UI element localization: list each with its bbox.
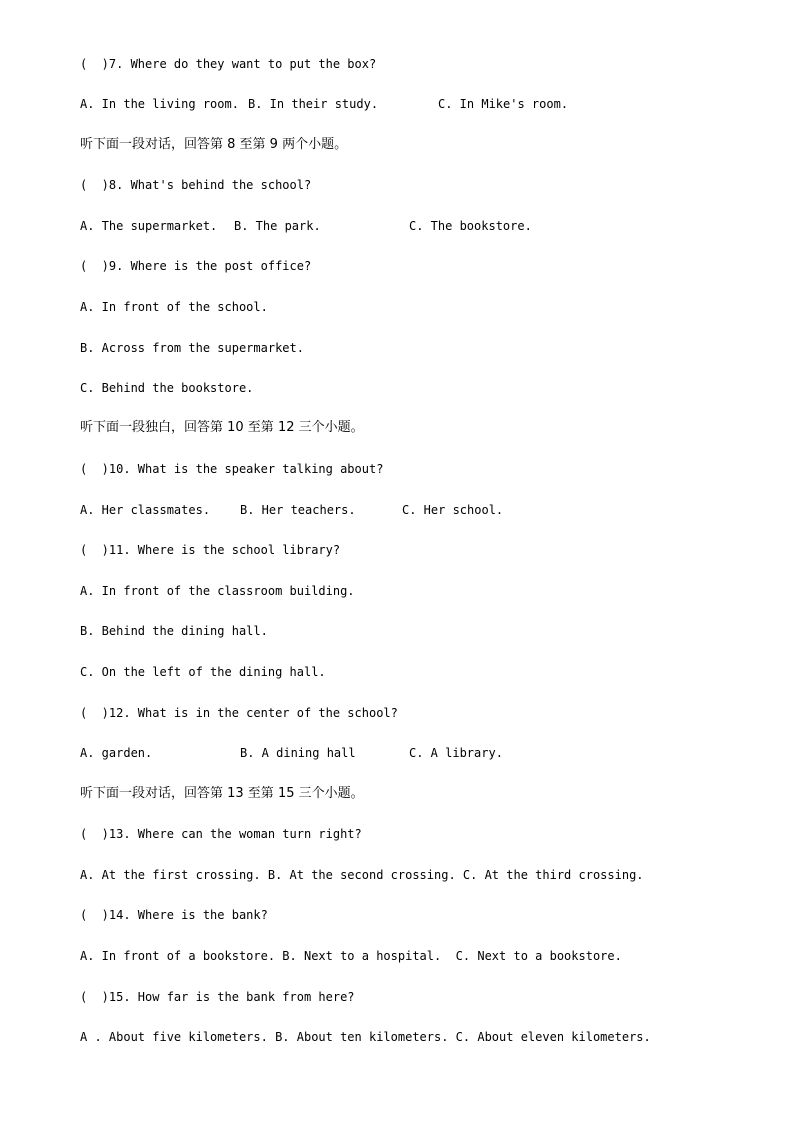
answer-option: C. The bookstore. [409,219,532,233]
answer-option: B. A dining hall [240,746,356,760]
question-line: B. Across from the supermarket. [80,341,304,355]
question-line: C. Behind the bookstore. [80,381,254,395]
section-instruction: 听下面一段对话，回答第 8 至第 9 两个小题。 [80,137,348,152]
question-line: ( )12. What is in the center of the school? [80,706,398,720]
question-line: ( )10. What is the speaker talking about? [80,462,384,476]
question-line: A. In front of the school. [80,300,268,314]
answer-option: A. garden. [80,746,153,760]
question-line: ( )13. Where can the woman turn right? [80,827,362,841]
answer-option: C. In Mike's room. [438,97,569,111]
answer-option: A. The supermarket. [80,219,218,233]
question-line: A . About five kilometers. B. About ten kilometers. C. About eleven kilometers. [80,1030,651,1044]
question-line: ( )9. Where is the post office? [80,259,312,273]
answer-option: B. In their study. [248,97,379,111]
section-instruction: 听下面一段对话，回答第 13 至第 15 三个小题。 [80,786,364,801]
question-line: ( )15. How far is the bank from here? [80,990,355,1004]
answer-option: B. The park. [234,219,321,233]
question-line: C. On the left of the dining hall. [80,665,326,679]
answer-option: A. Her classmates. [80,503,211,517]
question-line: A. At the first crossing. B. At the second crossing. C. At the third crossing. [80,868,644,882]
question-line: ( )7. Where do they want to put the box? [80,57,377,71]
question-line: A. In front of the classroom building. [80,584,355,598]
question-line: ( )14. Where is the bank? [80,908,268,922]
question-line: ( )11. Where is the school library? [80,543,341,557]
answer-option: A. In the living room. [80,97,239,111]
question-line: ( )8. What's behind the school? [80,178,312,192]
answer-option: B. Her teachers. [240,503,356,517]
answer-option: C. Her school. [402,503,504,517]
answer-option: C. A library. [409,746,503,760]
question-line: B. Behind the dining hall. [80,624,268,638]
section-instruction: 听下面一段独白，回答第 10 至第 12 三个小题。 [80,420,364,435]
question-line: A. In front of a bookstore. B. Next to a hospital. C. Next to a bookstore. [80,949,622,963]
